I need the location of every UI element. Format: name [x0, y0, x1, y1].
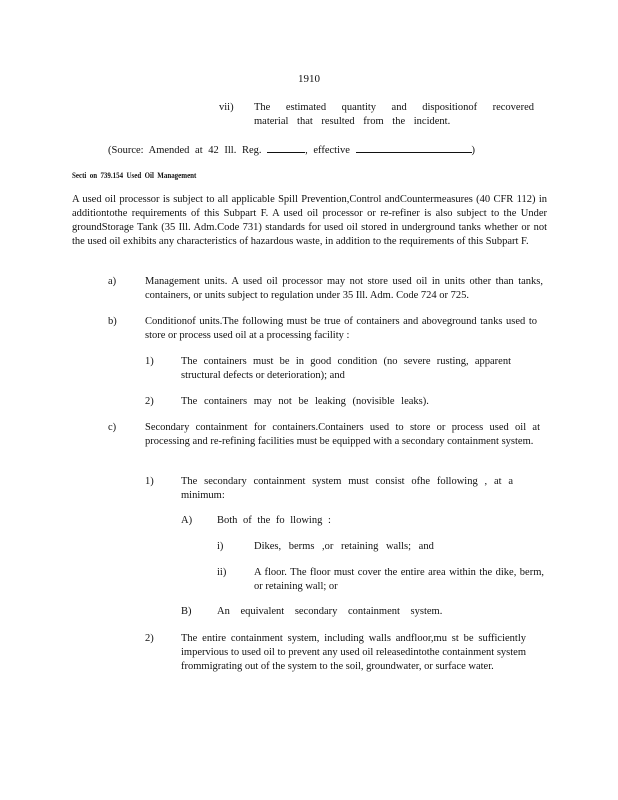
item-b1-text: The containers must be in good condition (no severe rusting, apparent structural defects or deterioration); and [181, 356, 511, 381]
item-c-text: Secondary containment for containers.Containers used to store or process used oil at processing and re-refining facilities must be equipped with a secondary containment system. [145, 422, 540, 447]
item-c2-label: 2) [145, 633, 154, 644]
item-b-label: b) [108, 316, 117, 327]
item-c-label: c) [108, 422, 117, 433]
item-a-label: a) [108, 276, 117, 287]
section-heading: Secti on 739.154 Used Oil Management [72, 170, 197, 180]
item-b2-label: 2) [145, 396, 154, 407]
item-b2-text: The containers may not be leaking (novisible leaks). [181, 396, 429, 407]
item-vii-text: The estimated quantity and dispositionof recovered material that resulted from the incident. [254, 102, 534, 127]
item-c1a-label: A) [181, 515, 193, 526]
item-a-text: Management units. A used oil processor may not store used oil in units other than tanks, containers, or units subject to regulation under 35 Ill. Adm. Code 724 or 725. [145, 276, 543, 301]
intro-paragraph: A used oil processor is subject to all applicable Spill Prevention,Control andCountermeasures (40 CFR 112) in additiontothe requirements of this Subpart F. A used oil processor or re-refiner is also subject to the Under groundStorage Tank (35 Ill. Adm.Code 731) standards for used oil stored in underground tanks whether or not the used oil exhibits any characteristics of hazardous waste, in addition to the requirements of this Subpart F. [72, 194, 547, 247]
item-b-text: Conditionof units.The following must be true of containers and aboveground tanks used to store or process used oil at a processing facility : [145, 316, 537, 341]
source-blank-reg [267, 142, 305, 153]
item-c2-text: The entire containment system, including walls andfloor,mu st be sufficiently impervious to used oil to prevent any used oil releasedintothe containment system frommigrating out of the system to the soil, groundwater, or surface water. [181, 633, 526, 672]
item-c1-label: 1) [145, 476, 154, 487]
item-c1b-label: B) [181, 606, 192, 617]
item-c1a-text: Both of the fo llowing : [217, 515, 331, 526]
item-c1b-text: An equivalent secondary containment system. [217, 606, 443, 617]
item-c1a-i-text: Dikes, berms ,or retaining walls; and [254, 541, 434, 552]
item-c1a-ii-label: ii) [217, 567, 227, 578]
item-c1a-ii-text: A floor. The floor must cover the entire area within the dike, berm, or retaining wall; or [254, 567, 544, 592]
source-note [108, 142, 475, 158]
page-number: 1910 [298, 73, 320, 85]
item-b1-label: 1) [145, 356, 154, 367]
source-prefix: (Source: Amended at 42 Ill. Reg. [108, 145, 262, 156]
source-suffix: ) [471, 145, 476, 156]
source-blank-date [356, 142, 472, 153]
source-middle: , effective [305, 145, 350, 156]
item-vii-label: vii) [219, 102, 234, 113]
item-c1a-i-label: i) [217, 541, 224, 552]
item-c1-text: The secondary containment system must consist ofhe following , at a minimum: [181, 476, 513, 501]
